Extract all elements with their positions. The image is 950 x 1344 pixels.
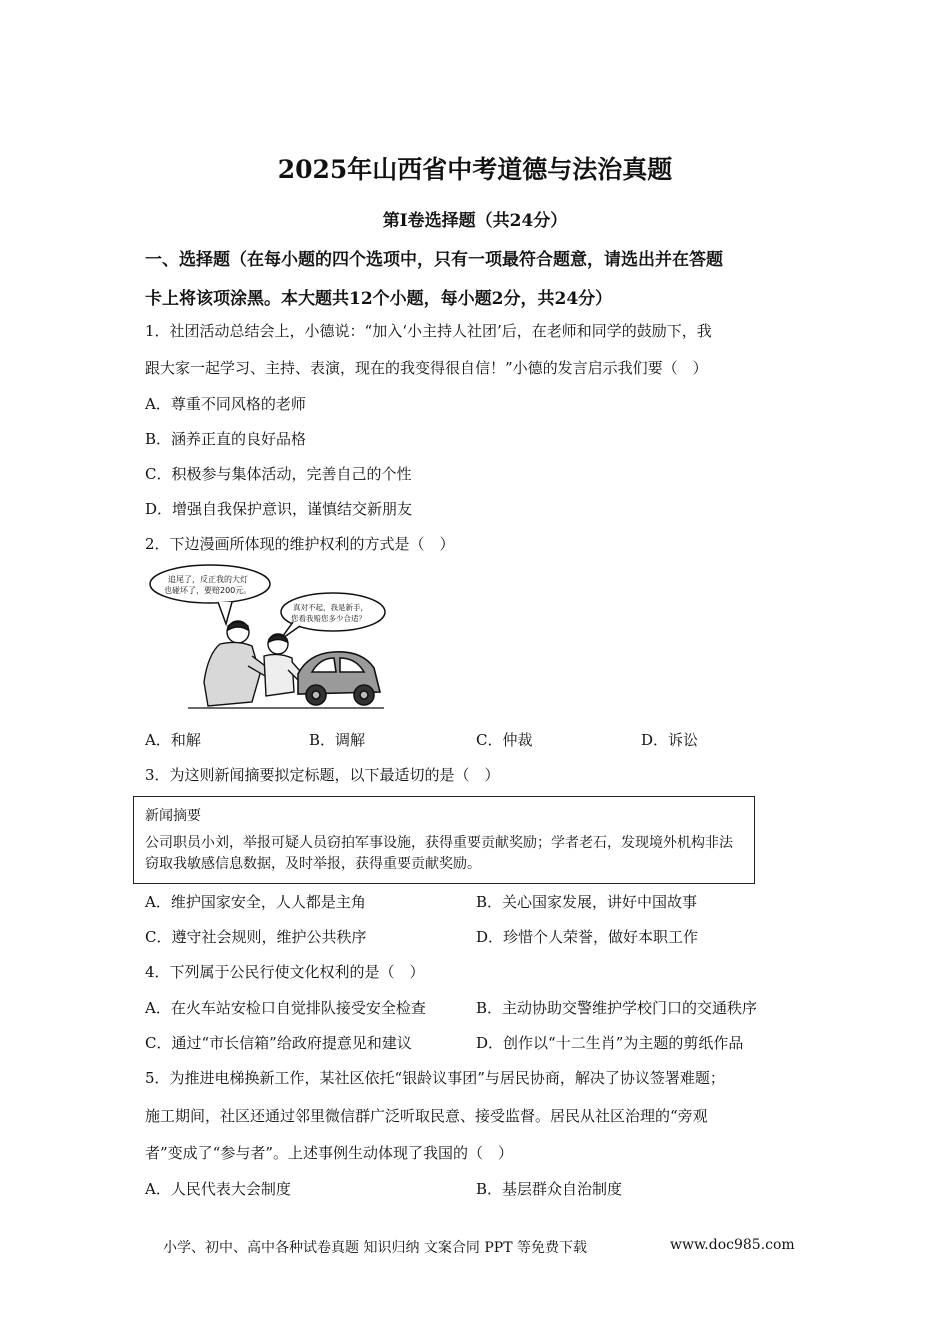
news-summary-body: 公司职员小刘，举报可疑人员窃拍军事设施，获得重要贡献奖励；学者老石，发现境外机构非法窃取我敏感信息数据，及时举报，获得重要贡献奖励。 xyxy=(145,835,733,872)
q2-stem: 2．下边漫画所体现的维护权利的方式是（ ） xyxy=(145,535,455,553)
q5-stem-line3: 者”变成了“参与者”。上述事例生动体现了我国的（ ） xyxy=(145,1144,514,1162)
q5-stem-line1: 5．为推进电梯换新工作，某社区依托“银龄议事团”与居民协商，解决了协议签署难题； xyxy=(145,1069,725,1087)
q1-stem-line1: 1．社团活动总结会上，小德说：“加入‘小主持人社团’后，在老师和同学的鼓励下，我 xyxy=(145,322,712,340)
q3-option-a: A．维护国家安全，人人都是主角 xyxy=(145,893,366,911)
cartoon-illustration xyxy=(148,562,388,712)
q4-stem: 4．下列属于公民行使文化权利的是（ ） xyxy=(145,963,425,981)
speech-bubble-left xyxy=(150,565,270,603)
section-instructions-line1: 一、选择题（在每小题的四个选项中，只有一项最符合题意，请选出并在答题 xyxy=(145,250,723,270)
q2-option-d: D．诉讼 xyxy=(641,731,699,749)
q1-stem-line2: 跟大家一起学习、主持、表演，现在的我变得很自信！”小德的发言启示我们要（ ） xyxy=(145,359,708,377)
bubble1-line1: 追尾了，反正我的大灯 xyxy=(168,575,248,584)
footer-url-link[interactable]: www.doc985.com xyxy=(670,1237,795,1253)
section-instructions-line2: 卡上将该项涂黑。本大题共12个小题，每小题2分，共24分） xyxy=(145,289,613,309)
q5-option-a: A．人民代表大会制度 xyxy=(145,1180,291,1198)
q5-option-b: B．基层群众自治制度 xyxy=(476,1180,623,1198)
q3-option-c: C．遵守社会规则，维护公共秩序 xyxy=(145,928,367,946)
bubble2-line1: 真对不起，我是新手， xyxy=(293,603,368,612)
page-title: 2025年山西省中考道德与法治真题 xyxy=(277,155,673,184)
bubble2-line2: 您看我赔您多少合适？ xyxy=(291,614,366,623)
q2-option-c: C．仲裁 xyxy=(476,731,533,749)
news-summary-box xyxy=(133,796,755,884)
q5-stem-line2: 施工期间，社区还通过邻里微信群广泛听取民意、接受监督。居民从社区治理的“旁观 xyxy=(145,1107,708,1125)
q2-option-b: B．调解 xyxy=(309,731,366,749)
footer-text: 小学、初中、高中各种试卷真题 知识归纳 文案合同 PPT 等免费下载 xyxy=(163,1240,587,1256)
q4-option-d: D．创作以“十二生肖”为主题的剪纸作品 xyxy=(476,1034,744,1052)
car-illustration xyxy=(298,652,380,705)
q3-option-d: D．珍惜个人荣誉，做好本职工作 xyxy=(476,928,699,946)
bubble1-line2: 也碰坏了，要赔200元。 xyxy=(164,586,252,595)
q1-option-b: B．涵养正直的良好品格 xyxy=(145,430,307,448)
q4-option-c: C．通过“市长信箱”给政府提意见和建议 xyxy=(145,1034,412,1052)
q1-option-a: A．尊重不同风格的老师 xyxy=(145,395,306,413)
q4-option-b: B．主动协助交警维护学校门口的交通秩序 xyxy=(476,999,758,1017)
q1-option-c: C．积极参与集体活动，完善自己的个性 xyxy=(145,465,412,483)
q1-option-d: D．增强自我保护意识，谨慎结交新朋友 xyxy=(145,500,413,518)
q3-stem: 3．为这则新闻摘要拟定标题，以下最适切的是（ ） xyxy=(145,766,500,784)
q2-option-a: A．和解 xyxy=(145,731,201,749)
q4-option-a: A．在火车站安检口自觉排队接受安全检查 xyxy=(145,999,426,1017)
q3-option-b: B．关心国家发展，讲好中国故事 xyxy=(476,893,698,911)
volume-heading: 第Ⅰ卷选择题（共24分） xyxy=(382,211,568,231)
news-summary-title: 新闻摘要 xyxy=(145,808,201,824)
